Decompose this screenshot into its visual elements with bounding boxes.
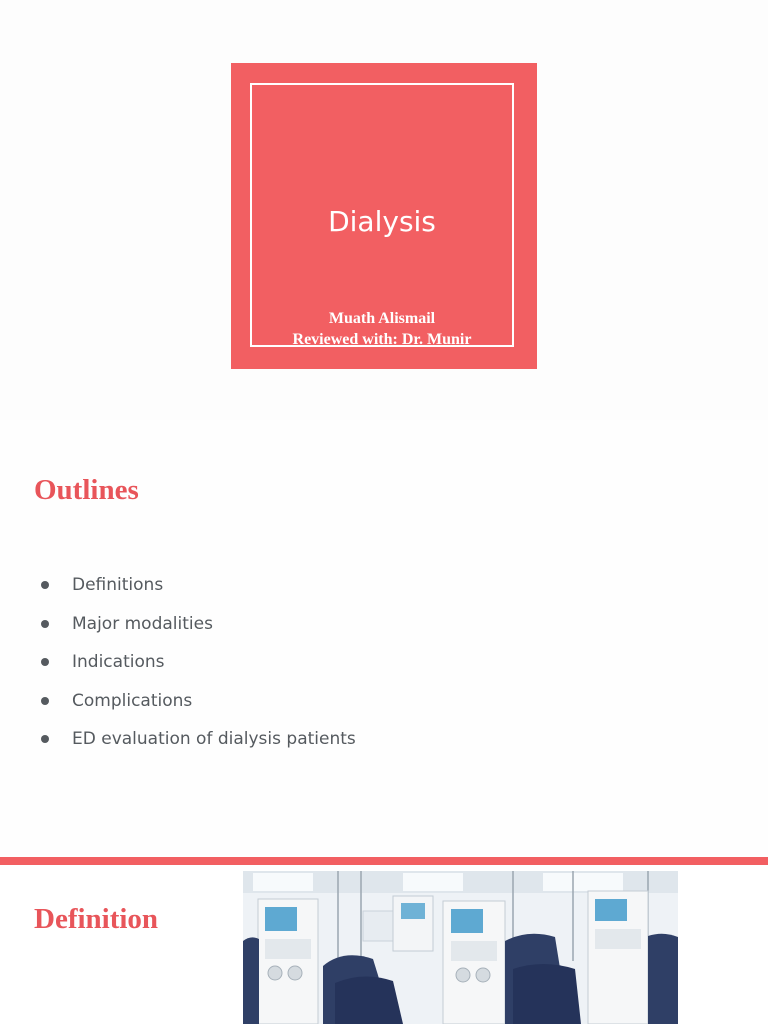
bullet-icon [41, 581, 49, 589]
list-item-label: ED evaluation of dialysis patients [72, 729, 356, 750]
title-card-frame [250, 83, 514, 347]
list-item-label: Complications [72, 690, 193, 711]
outline-list [41, 566, 356, 759]
outlines-heading: Outlines [34, 474, 139, 506]
bullet-icon [41, 620, 49, 628]
list-item-label: Indications [72, 652, 165, 673]
list-item-label: Definitions [72, 575, 164, 596]
dialysis-machines-photo [243, 871, 678, 1024]
list-item [41, 682, 356, 721]
list-item [41, 720, 356, 759]
definition-slide [0, 865, 768, 1024]
definition-heading: Definition [34, 903, 159, 935]
list-item-label: Major modalities [72, 613, 213, 634]
reviewer-line: Reviewed with: Dr. Munir [292, 331, 472, 348]
title-card [231, 63, 537, 369]
title-slide [0, 0, 768, 420]
list-item [41, 605, 356, 644]
author-name: Muath Alismail [328, 310, 436, 327]
slide-divider [0, 857, 768, 865]
list-item [41, 566, 356, 605]
bullet-icon [41, 697, 49, 705]
bullet-icon [41, 735, 49, 743]
dialysis-machines-illustration [243, 871, 678, 1024]
author-block [252, 308, 512, 350]
outlines-slide [0, 420, 768, 855]
slide-title: Dialysis [328, 205, 436, 238]
list-item [41, 643, 356, 682]
bullet-icon [41, 658, 49, 666]
